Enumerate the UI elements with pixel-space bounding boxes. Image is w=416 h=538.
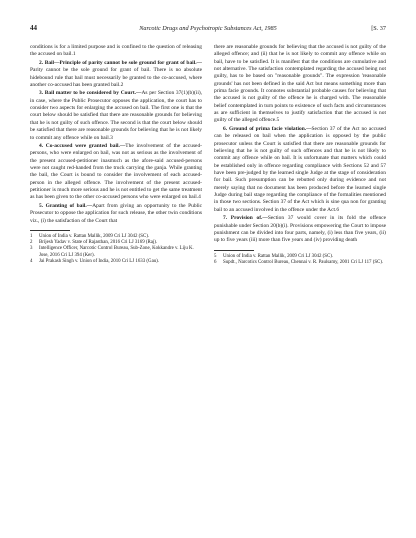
- paragraph: [214, 44, 386, 125]
- section-marker: [S. 37: [371, 25, 386, 32]
- footnote-divider: [214, 250, 254, 251]
- paragraph-heading: 7. Provision of.—: [223, 215, 268, 222]
- paragraph: [30, 44, 202, 59]
- footnote-number: 1: [30, 234, 33, 239]
- paragraph-heading: 2. Bail—Principle of parity cannot be sole ground for grant of bail.—: [39, 59, 202, 66]
- paragraph-text: Apart from giving an opportunity to the Public Prosecutor to oppose the application for such release, the other twin conditions viz., (i) the satisfaction of the Court that: [30, 202, 202, 224]
- footnote: [214, 260, 386, 266]
- paragraph: [30, 143, 202, 202]
- footnote-number: 5: [214, 253, 217, 259]
- footnote-text: Brijesh Yadav v. State of Rajasthan, 2016 Cri LJ 3169 (Raj).: [39, 240, 158, 246]
- paragraph-heading: 6. Ground of prima facie violation.—: [223, 125, 312, 132]
- footnote-number: 2: [30, 240, 33, 246]
- right-column: [214, 44, 386, 522]
- paragraph-text: As per Section 37(1)(b)(ii), in case, where the Public Prosecutor opposes the application, the court has to consider two aspects for enlarging the accused on bail. The first one is that the court below should be satisfied that there are reasonable grounds for believing that he is not guilty of such offence. The second is that the court below should be satisfied that there are reasonable grounds for believing that he is not likely to commit any offence while on bail.3: [30, 90, 202, 141]
- running-title: Narcotic Drugs and Psychotropic Substances Act, 1985: [139, 25, 277, 32]
- footnote-number: 4: [30, 258, 33, 264]
- footnote: [30, 259, 202, 265]
- running-header: [30, 24, 386, 36]
- footnote-text: Intelligence Officer, Narcotic Control Bureau, Sub-Zone, Kokkandre v. Liju K. Jose, 2016 Cri LJ 394 (Ker).: [39, 246, 194, 258]
- paragraph: [30, 60, 202, 89]
- paragraph-text: Parity cannot be the sole ground for grant of bail. There is no absolute hidebound rule that bail must necessarily be granted to the co-accused, where another co-accused has been granted bail.2: [30, 67, 202, 88]
- paragraph-heading: 4. Co-accused were granted bail.—: [39, 143, 126, 150]
- paragraph-text: Section 37 would cover in its fold the offence punishable under Section 20(b)(i). Provisions empowering the Court to impose punishment can be divided into four parts, namely, (i) less than five years, (ii) up to five years (iii) more than five years and (iv) providing death: [214, 215, 386, 244]
- footnote-text: Union of India v. Rattan Mallik, 2009 Cri LJ 3042 (SC).: [223, 253, 334, 259]
- footnote-number: 3: [30, 246, 33, 252]
- footnote-text: Union of India v. Rattan Mallik, 2009 Cri LJ 3042 (SC).: [39, 234, 150, 239]
- left-column: [30, 44, 202, 522]
- paragraph: [214, 215, 386, 244]
- paragraph-text: Section 37 of the Act no accused can be released on bail when the application is opposed by the public prosecutor unless the Court is satisfied that there are reasonable grounds for believing that he is not guilty of such offences and that he is not likely to commit any offence while on bail. It is unfortunate that matters which could be established only in offence regarding compliance with Sections 52 and 57 have been pre-judged by the learned single Judge at the stage of consideration for bail. Such presumption can be rebutted only during evidence and not merely saying that no document has been produced before the learned single Judge during bail stage regarding the compliance of the formalities mentioned in those two sections. Section 37 of the Act which is sine qua non for granting bail to an accused involved in the offence under the Act.6: [214, 125, 386, 213]
- footnotes: [30, 234, 202, 265]
- paragraph: [30, 90, 202, 141]
- footnote-number: 6: [214, 259, 217, 265]
- paragraph-text: The involvement of the accused-persons, who were enlarged on bail, was not as serious as the involvement of the present accused-petitioner inasmuch as the afore-said accused-persons were not caught red-handed from the truck carrying the ganja. While granting the bail, the Court is bound to consider the involvement of each accused-person in the alleged offence. The involvement of the present accused-petitioner is much more serious and he is not entitled to get the same treatment as has been given to the other co-accused persons who were enlarged on bail.4: [30, 143, 202, 201]
- footnote-text: Jai Prakash Singh v. Union of India, 2010 Cri LJ 1633 (Gau).: [39, 258, 160, 264]
- paragraph-text: there are reasonable grounds for believing that the accused is not guilty of the alleged offence; and (ii) that he is not likely to commit any offence while on bail, have to be satisfied. It is manifest that the conditions are cumulative and not alternative. The satisfaction contemplated regarding the accused being not guilty, has to be based on "reasonable grounds". The expression 'reasonable grounds' has not been defined in the said Act but means something more than prima facie grounds. It connotes substantial probable causes for believing that the accused is not guilty of the offence he is charged with. The reasonable belief contemplated in turn points to existence of such facts and circumstances as are sufficient in themselves to justify satisfaction that the accused is not guilty of the alleged offence.5: [214, 44, 386, 124]
- footnote: [30, 246, 202, 258]
- paragraph: [30, 203, 202, 225]
- paragraph-heading: 3. Bail matter to be considered by Court.—: [39, 90, 142, 97]
- footnote-text: Supdt., Narcotics Control Bureau, Chennai v. R. Paulsamy, 2001 Cri LJ 117 (SC).: [223, 259, 384, 265]
- paragraph-heading: 5. Granting of bail.—: [39, 202, 93, 209]
- page-number: 44: [30, 24, 37, 32]
- paragraph: [214, 126, 386, 214]
- paragraph-text: conditions is for a limited purpose and is confined to the question of releasing the accused on bail.1: [30, 44, 202, 58]
- footnote-divider: [30, 230, 70, 231]
- footnotes: [214, 254, 386, 266]
